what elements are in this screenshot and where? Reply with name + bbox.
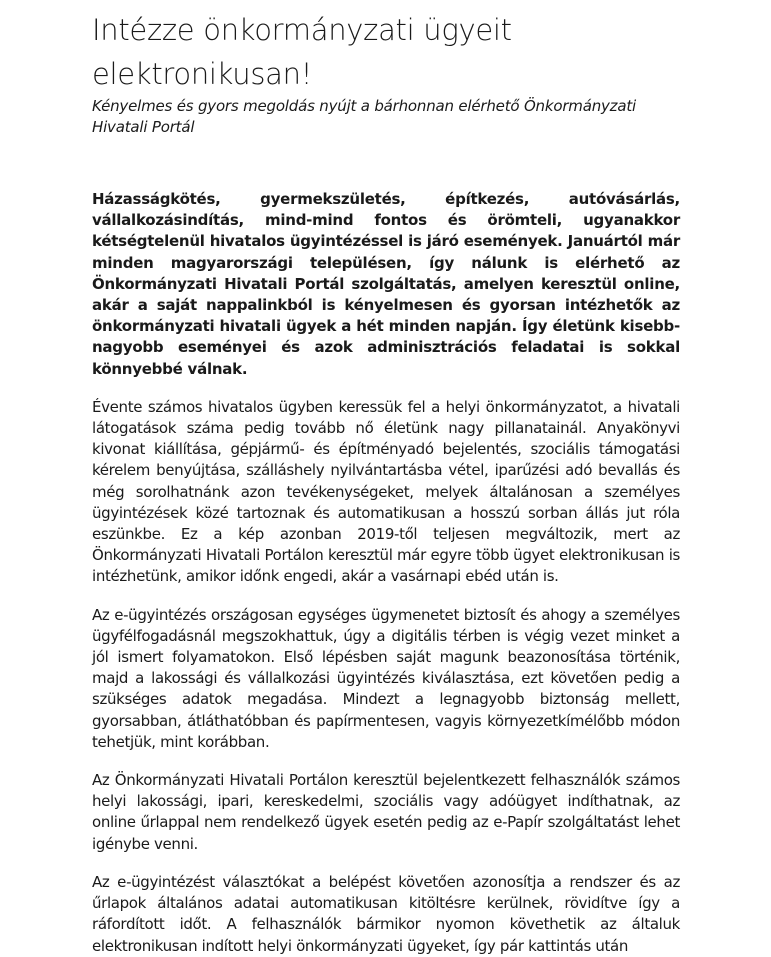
article-paragraph: Az Önkormányzati Hivatali Portálon keresztül bejelentkezett felhasználók számos helyi lakossági, ipari, kereskedelmi, szociális vagy adóügyet indíthatnak, az online űrlappal nem rendelkező ügyek esetén pedig az e-Papír szolgáltatást lehet igénybe venni. <box>92 771 680 853</box>
article-paragraph: Az e-ügyintézés országosan egységes ügymenetet biztosít és ahogy a személyes ügyfélfogadásnál megszokhattuk, úgy a digitális térben is végig vezet minket a jól ismert folyamatokon. Első lépésben saját magunk beazonosítása történik, majd a lakossági és vállalkozási ügyintézés kiválasztása, ezt követően pedig a szükséges adatok megadása. Mindezt a legnagyobb biztonság mellett, gyorsabban, átláthatóbban és papírmentesen, vagyis környezetkímélőbb módon tehetjük, mint korábban. <box>92 605 680 751</box>
article-title: Intézze önkormányzati ügyeit elektronikusan! <box>92 13 512 91</box>
article-paragraph: Az e-ügyintézést választókat a belépést követően azonosítja a rendszer és az űrlapok általános adatai automatikusan kitöltésre kerülnek, rövidítve így a ráfordított időt. A felhasználók bármikor nyomon követhetik az általuk elektronikusan indított helyi önkormányzati ügyeket, így pár kattintás után <box>92 872 680 955</box>
article <box>92 8 680 957</box>
article-lead: Házasságkötés, gyermekszületés, építkezés, autóvásárlás, vállalkozásindítás, mind-mind fontos és örömteli, ugyanakkor kétségtelenül hivatalos ügyintézéssel is járó események. Januártól már minden magyarországi településen, így nálunk is elérhető az Önkormányzati Hivatali Portál szolgáltatás, amelyen keresztül online, akár a saját nappalinkból is kényelmesen és gyorsan intézhetők az önkormányzati hivatali ügyek a hét minden napján. Így életünk kisebb-nagyobb eseményei és azok adminisztrációs feladatai is sokkal könnyebbé válnak. <box>92 190 680 378</box>
article-subtitle: Kényelmes és gyors megoldás nyújt a bárhonnan elérhető Önkormányzati Hivatali Portál <box>92 97 636 136</box>
article-paragraph: Évente számos hivatalos ügyben keressük fel a helyi önkormányzatot, a hivatali látogatások száma pedig tovább nő életünk nagy pillanatainál. Anyakönyvi kivonat kiállítása, gépjármű- és építményadó bejelentés, szociális támogatási kérelem benyújtása, szálláshely nyilvántartásba vétel, iparűzési adó bevallás és még sorolhatnánk azon tevékenységeket, melyek általánosan a személyes ügyintézések közé tartoznak és automatikusan a hosszú sorban állás jut róla eszünkbe. Ez a kép azonban 2019-től teljesen megváltozik, mert az Önkormányzati Hivatali Portálon keresztül már egyre több ügyet elektronikusan is intézhetünk, amikor időnk engedi, akár a vasárnapi ebéd után is. <box>92 397 680 586</box>
